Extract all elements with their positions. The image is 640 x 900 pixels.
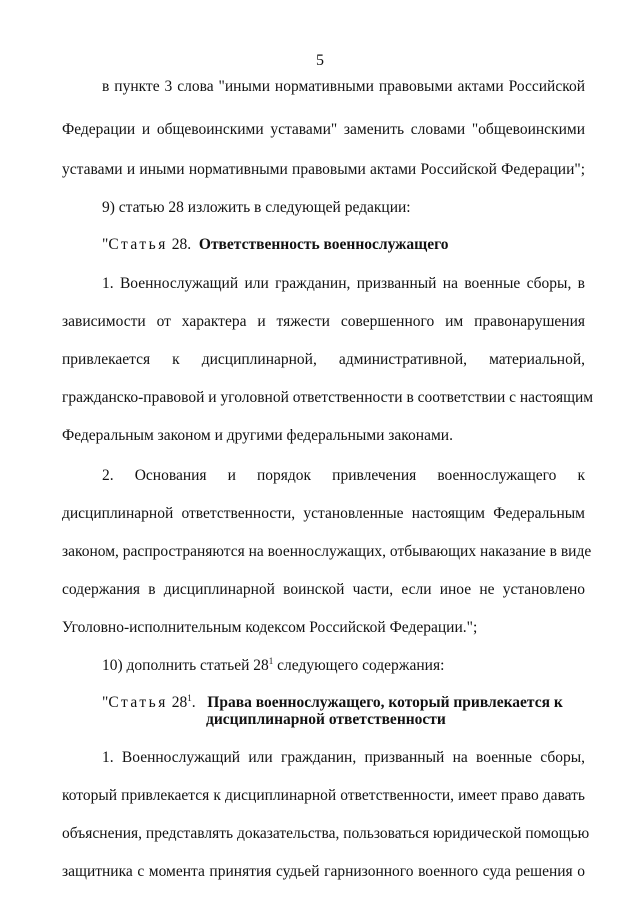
article-title: Ответственность военнослужащего	[198, 236, 449, 253]
paragraph-line: привлекается к дисциплинарной, административной, материальной,	[62, 351, 585, 368]
text-line: в пункте 3 слова "иными нормативными правовыми актами Российской	[102, 78, 585, 95]
text-line: 9) статью 28 изложить в следующей редакции:	[102, 199, 411, 216]
article-number: 28	[171, 694, 188, 711]
paragraph-line: Федеральным законом и другими федеральными законами.	[62, 427, 453, 444]
paragraph-line: который привлекается к дисциплинарной ответственности, имеет право давать	[62, 787, 585, 804]
paragraph-line: Уголовно-исполнительным кодексом Российской Федерации.";	[62, 619, 478, 636]
paragraph-line: объяснения, представлять доказательства, пользоваться юридической помощью	[62, 825, 590, 842]
item-10-line: 10) дополнить статьей $28^1$ следующего содержания:	[102, 656, 445, 674]
paragraph-line: законом, распространяются на военнослужащих, отбывающих наказание в виде	[62, 543, 592, 560]
article-title-continuation: дисциплинарной ответственности	[206, 711, 446, 728]
article-title: Права военнослужащего, который привлекается к	[207, 694, 563, 711]
article-word: Статья	[108, 236, 168, 253]
paragraph-line: защитника с момента принятия судьей гарнизонного военного суда решения о	[62, 863, 585, 880]
paragraph-line: гражданско-правовой и уголовной ответственности в соответствии с настоящим	[62, 389, 594, 406]
page-number: 5	[316, 52, 324, 69]
paragraph-line: 2. Основания и порядок привлечения военнослужащего к	[102, 467, 585, 484]
paragraph-line: дисциплинарной ответственности, установленные настоящим Федеральным	[62, 505, 585, 522]
text-line: уставами и иными нормативными правовыми актами Российской Федерации";	[62, 161, 585, 178]
article-28-heading: "Статья 28. Ответственность военнослужащего	[102, 236, 449, 253]
article-word: Статья	[108, 694, 168, 711]
paragraph-line: зависимости от характера и тяжести совершенного им правонарушения	[62, 313, 585, 330]
paragraph-line: содержания в дисциплинарной воинской части, если иное не установлено	[62, 581, 585, 598]
paragraph-line: 1. Военнослужащий или гражданин, призванный на военные сборы,	[102, 749, 585, 766]
article-28-1-heading: "Статья $28^1$. Права военнослужащего, который привлекается к	[102, 693, 563, 711]
paragraph-line: 1. Военнослужащий или гражданин, призванный на военные сборы, в	[102, 275, 585, 292]
text-line: Федерации и общевоинскими уставами" заменить словами "общевоинскими	[62, 121, 585, 138]
article-number: 28.	[171, 236, 192, 253]
